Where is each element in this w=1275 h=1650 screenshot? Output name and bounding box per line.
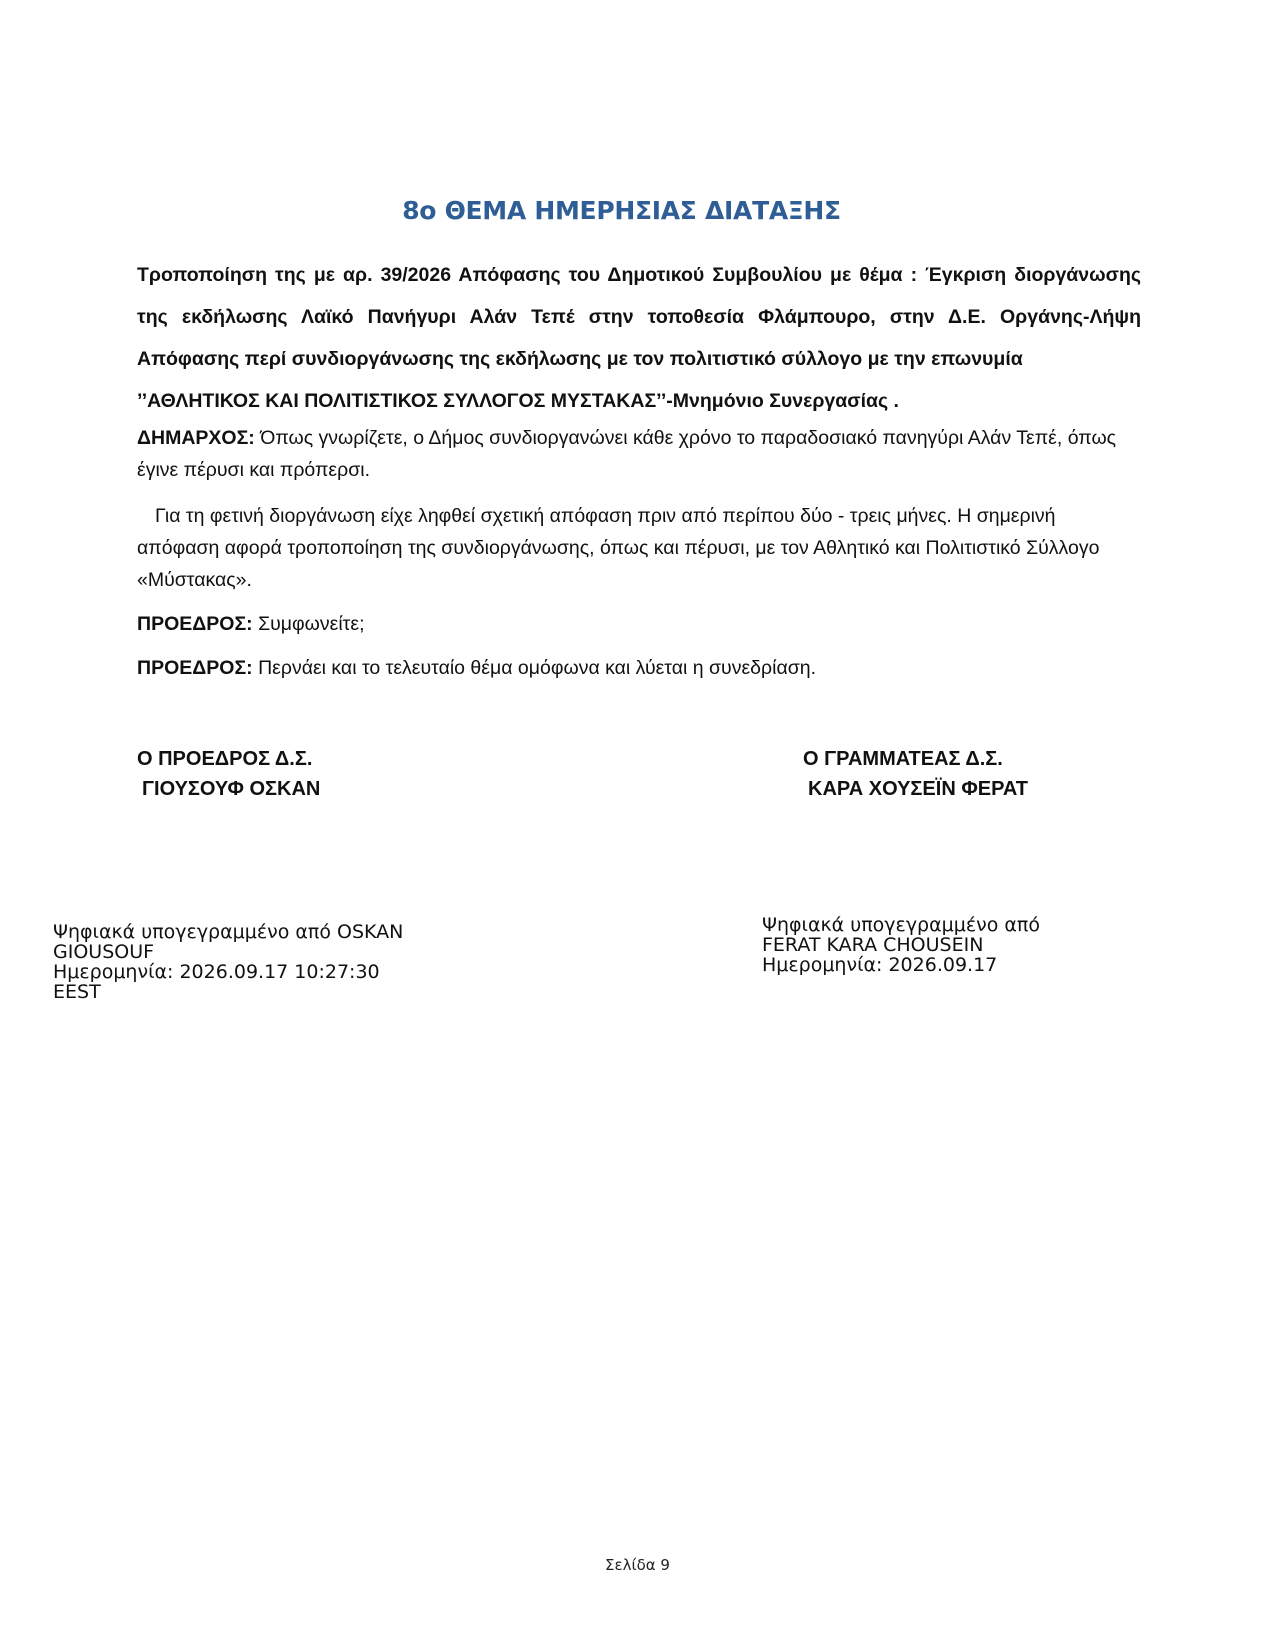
statement-text: Περνάει και το τελευταίο θέμα ομόφωνα και λύεται η συνεδρίαση. xyxy=(252,657,817,679)
digital-signature-line: Ψηφιακά υπογεγραμμένο από OSKAN xyxy=(53,921,404,943)
page-number: Σελίδα 9 xyxy=(605,1556,670,1574)
chairman-closing xyxy=(137,652,1141,684)
signer-name: ΓΙΟΥΣΟΥΦ ΟΣΚΑΝ xyxy=(142,778,321,800)
digital-signature-line: Ψηφιακά υπογεγραμμένο από xyxy=(762,914,1040,936)
digital-signature-line: Ημερομηνία: 2026.09.17 10:27:30 xyxy=(53,961,380,983)
decision-subject-text: Τροποποίηση της με αρ. 39/2026 Απόφασης του Δημοτικού Συμβουλίου με θέμα : Έγκριση διοργάνωσης της εκδήλωσης Λαϊκό Πανήγυρι Αλάν Τεπέ στην τοποθεσία Φλάμπουρο, στην Δ.Ε. Οργάνης-Λήψη Απόφασης περί συνδιοργάνωσης της εκδήλωσης με τον πολιτιστικό σύλλογο με την επωνυμία xyxy=(137,264,1141,370)
mayor-statement xyxy=(137,422,1141,486)
agenda-item-title: 8ο ΘΕΜΑ ΗΜΕΡΗΣΙΑΣ ΔΙΑΤΑΞΗΣ xyxy=(402,196,841,225)
digital-signature-line: GIOUSOUF xyxy=(53,941,155,963)
signer-role: Ο ΠΡΟΕΔΡΟΣ Δ.Σ. xyxy=(137,748,313,770)
speaker-label: ΠΡΟΕΔΡΟΣ: xyxy=(137,613,253,635)
chairman-signature-block xyxy=(137,744,320,804)
decision-subject xyxy=(137,254,1141,422)
digital-signature-line: EEST xyxy=(53,981,101,1003)
statement-text: Όπως γνωρίζετε, ο Δήμος συνδιοργανώνει κάθε χρόνο το παραδοσιακό πανηγύρι Αλάν Τεπέ, όπως έγινε πέρυσι και πρόπερσι. xyxy=(137,427,1117,481)
speaker-label: ΠΡΟΕΔΡΟΣ: xyxy=(137,657,253,679)
signer-role: Ο ΓΡΑΜΜΑΤΕΑΣ Δ.Σ. xyxy=(803,748,1003,770)
digital-signature-line: FERAT KARA CHOUSEIN xyxy=(762,934,984,956)
statement-text: Συμφωνείτε; xyxy=(252,613,365,635)
decision-subject-last-line: ’’ΑΘΛΗΤΙΚΟΣ ΚΑΙ ΠΟΛΙΤΙΣΤΙΚΟΣ ΣΥΛΛΟΓΟΣ ΜΥΣΤΑΚΑΣ’’-Μνημόνιο Συνεργασίας . xyxy=(137,390,899,412)
digital-signature-stamp-left xyxy=(53,922,453,1002)
speaker-label: ΔΗΜΑΡΧΟΣ: xyxy=(137,427,255,449)
chairman-question xyxy=(137,608,1141,640)
mayor-statement-continued xyxy=(137,500,1141,596)
signer-name: ΚΑΡΑ ΧΟΥΣΕΪΝ ΦΕΡΑΤ xyxy=(808,778,1028,800)
statement-text: Για τη φετινή διοργάνωση είχε ληφθεί σχετική απόφαση πριν από περίπου δύο - τρεις μήνες. Η σημερινή απόφαση αφορά τροποποίηση της συνδιοργάνωσης, όπως και πέρυσι, με τον Αθλητικό και Πολιτιστικό Σύλλογο «Μύστακας». xyxy=(137,505,1100,591)
digital-signature-stamp-right xyxy=(762,915,1082,975)
digital-signature-line: Ημερομηνία: 2026.09.17 xyxy=(762,954,998,976)
secretary-signature-block xyxy=(803,744,1028,804)
